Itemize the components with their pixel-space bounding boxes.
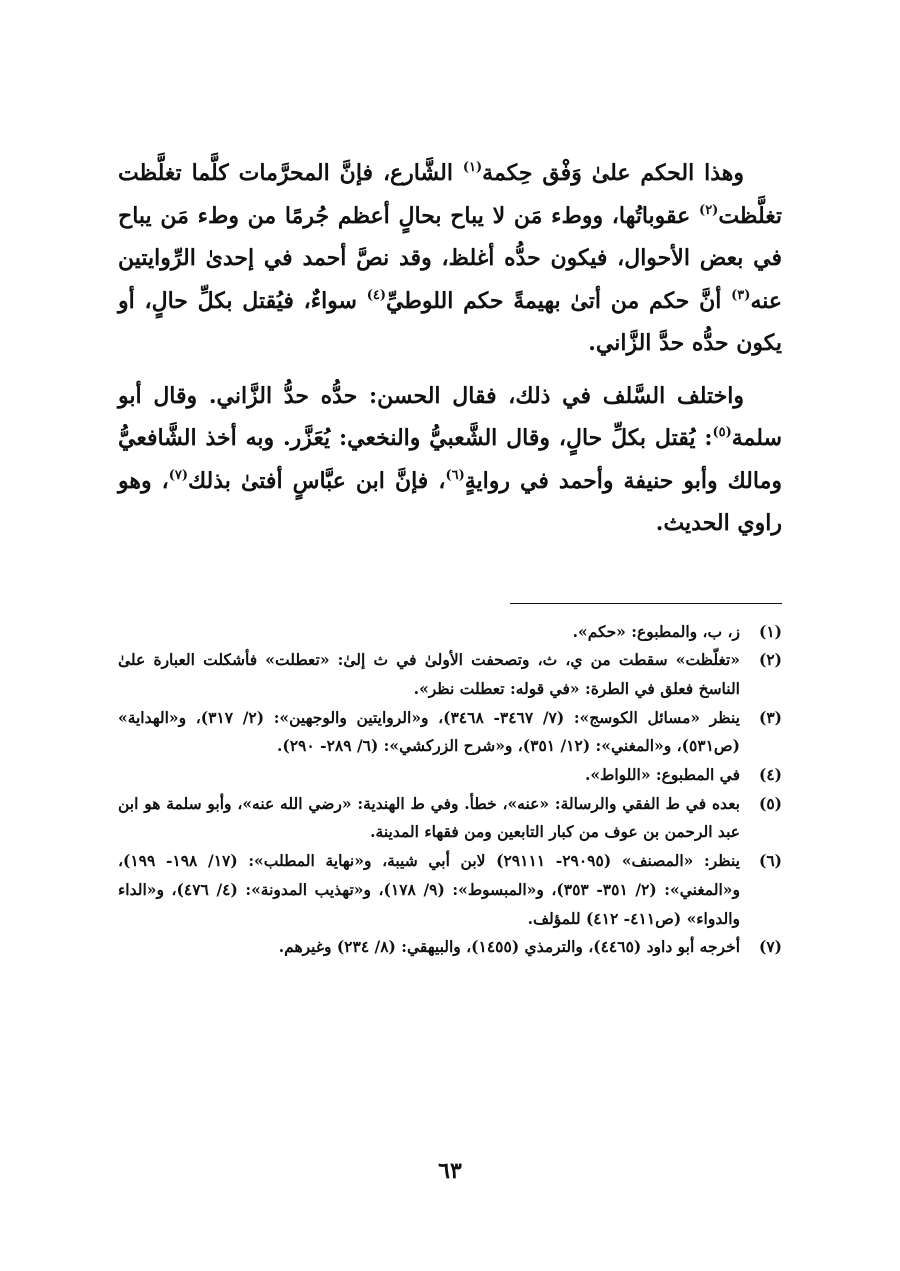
- body-text-segment: أنَّ حكم من أتىٰ بهيمةً حكم اللوطيِّ: [386, 287, 732, 314]
- main-text: [118, 152, 782, 545]
- body-text-segment: ، فإنَّ ابن عبَّاسٍ أفتىٰ بذلك: [188, 467, 446, 494]
- body-text-segment: ، وهو راوي الحديث.: [118, 467, 782, 536]
- footnote-text: ز، ب، والمطبوع: «حكم».: [572, 621, 740, 641]
- footnote-number: (٧): [758, 937, 782, 957]
- footnote-ref: (٢): [699, 202, 719, 218]
- body-text-segment: واختلف السَّلف في ذلك، فقال الحسن: حدُّه حدُّ الزَّاني. وقال أبو سلمة: [118, 382, 782, 451]
- body-paragraph: [118, 375, 782, 545]
- footnote-text: أخرجه أبو داود (٤٤٦٥)، والترمذي (١٤٥٥)، والبيهقي: (٨/ ٢٣٤) وغيرهم.: [278, 937, 740, 957]
- footnote-number: (٣): [758, 707, 782, 727]
- footnote-ref: (٥): [712, 425, 732, 440]
- footnote-ref: (٧): [168, 467, 189, 483]
- footnote-text: بعده في ط الفقي والرسالة: «عنه»، خطأ. وفي ط الهندية: «رضي الله عنه»، وأبو سلمة هو ابن عبد الرحمن بن عوف من كبار التابعين ومن فقهاء المدينة.: [118, 793, 740, 842]
- footnote-number: (٥): [758, 793, 782, 813]
- footnote: [118, 933, 782, 962]
- body-text-segment: وهذا الحكم علىٰ وَفْق حِكمة: [482, 160, 744, 186]
- footnote: [118, 618, 782, 647]
- footnote-ref: (٤): [366, 287, 387, 303]
- footnote-ref: (٦): [445, 467, 465, 483]
- body-text-segment: سواءٌ، فيُقتل بكلِّ حالٍ، أو يكون حدُّه حدَّ الزَّاني.: [118, 287, 782, 356]
- footnote-ref: (٣): [731, 287, 751, 303]
- footnote-text: ينظر: «المصنف» (٢٩٠٩٥- ٢٩١١١) لابن أبي شيبة، و«نهاية المطلب»: (١٧/ ١٩٨- ١٩٩)، و«المغني»: (٢/ ٣٥١- ٣٥٣)، و«المبسوط»: (٩/ ١٧٨)، و«تهذيب المدونة»: (٤/ ٤٧٦)، و«الداء والدواء» (ص٤١١- ٤١٢) للمؤلف.: [118, 851, 740, 928]
- footnote-number: (١): [758, 621, 782, 641]
- body-paragraph: [118, 152, 782, 365]
- body-text-segment: : يُقتل بكلِّ حالٍ، وقال الشَّعبيُّ والنخعي: يُعَزَّر. وبه أخذ الشَّافعيُّ ومالك وأبو حنيفة وأحمد في روايةٍ: [118, 425, 782, 494]
- footnote-text: في المطبوع: «اللواط».: [584, 765, 740, 785]
- footnote-separator: [510, 603, 782, 604]
- footnote: [118, 761, 782, 790]
- body-text-segment: عقوباتُها، ووطء مَن لا يباح بحالٍ أعظم جُرمًا من وطء مَن يباح في بعض الأحوال، فيكون حدُّه أغلظ، وقد نصَّ أحمد في إحدىٰ الرِّوايتين عنه: [118, 202, 782, 314]
- footnote: [118, 704, 782, 761]
- footnote-number: (٢): [758, 650, 782, 670]
- footnotes: [118, 618, 782, 962]
- footnote: [118, 790, 782, 847]
- page-number: ٦٣: [438, 1158, 462, 1184]
- footnote-ref: (١): [462, 160, 483, 175]
- footnote-number: (٦): [758, 851, 782, 871]
- footnote-number: (٤): [758, 765, 782, 785]
- footnote: [118, 847, 782, 933]
- footnote: [118, 646, 782, 703]
- footnote-text: «تغلّظت» سقطت من ي، ث، وتصحفت الأولىٰ في ث إلىٰ: «تعطلت» فأشكلت العبارة علىٰ الناسخ فعلق في الطرة: «في قوله: تعطلت نظر».: [118, 650, 740, 698]
- footnote-text: ينظر «مسائل الكوسج»: (٧/ ٣٤٦٧- ٣٤٦٨)، و«الروايتين والوجهين»: (٢/ ٣١٧)، و«الهداية» (ص٥٣١)، و«المغني»: (١٢/ ٣٥١)، و«شرح الزركشي»: (٦/ ٢٨٩- ٢٩٠).: [118, 707, 740, 756]
- body-text-segment: الشَّارع، فإنَّ المحرَّمات كلَّما تغلَّظت تغلَّظت: [118, 160, 782, 229]
